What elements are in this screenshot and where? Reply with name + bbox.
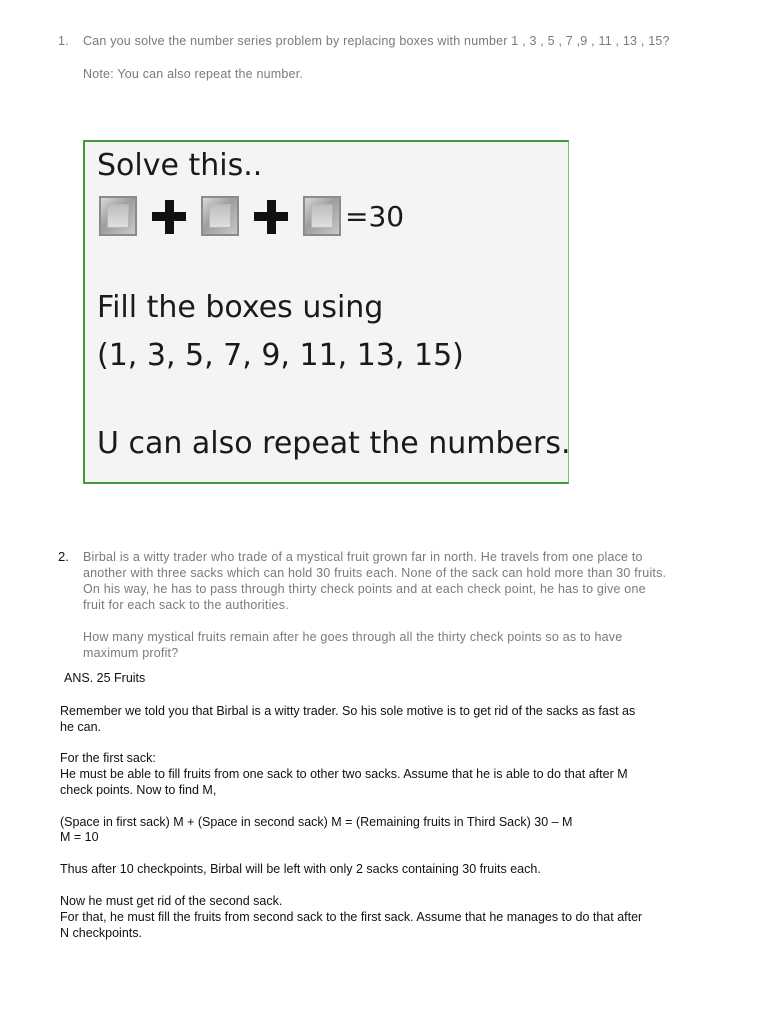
answer-p2-line-1: For the first sack: xyxy=(60,751,156,765)
blank-box-3 xyxy=(303,196,341,236)
q2-line-3: On his way, he has to pass through thirty check points and at each check point, he has to give one xyxy=(83,582,646,596)
puzzle-numbers-line: (1, 3, 5, 7, 9, 11, 13, 15) xyxy=(97,338,464,373)
plus-icon xyxy=(145,194,193,238)
q2-question-1: How many mystical fruits remain after he goes through all the thirty check points so as to have xyxy=(83,630,623,644)
q2-line-1: Birbal is a witty trader who trade of a mystical fruit grown far in north. He travels from one place to xyxy=(83,550,643,564)
answer-p5-line-2: For that, he must fill the fruits from second sack to the first sack. Assume that he manages to do that after xyxy=(60,910,643,924)
answer-heading: ANS. 25 Fruits xyxy=(64,671,146,685)
blank-box-1 xyxy=(99,196,137,236)
puzzle-repeat-line: U can also repeat the numbers. xyxy=(97,426,571,461)
puzzle-fill-line: Fill the boxes using xyxy=(97,290,384,325)
puzzle-equation xyxy=(99,194,404,238)
plus-icon xyxy=(247,194,295,238)
q2-question-2: maximum profit? xyxy=(83,646,179,660)
q2-line-2: another with three sacks which can hold 30 fruits each. None of the sack can hold more than 30 fruits. xyxy=(83,566,667,580)
q1-note: Note: You can also repeat the number. xyxy=(83,67,304,81)
answer-p1-line-1: Remember we told you that Birbal is a witty trader. So his sole motive is to get rid of the sacks as fast as xyxy=(60,704,636,718)
answer-p3-line-1: (Space in first sack) M + (Space in second sack) M = (Remaining fruits in Third Sack) 30 – M xyxy=(60,815,573,829)
q2-number: 2. xyxy=(58,549,69,564)
answer-p2-line-2: He must be able to fill fruits from one sack to other two sacks. Assume that he is able to do that after M xyxy=(60,767,628,781)
blank-box-2 xyxy=(201,196,239,236)
answer-p4-line-1: Thus after 10 checkpoints, Birbal will be left with only 2 sacks containing 30 fruits each. xyxy=(60,862,541,876)
answer-p5-line-1: Now he must get rid of the second sack. xyxy=(60,894,283,908)
answer-p5-line-3: N checkpoints. xyxy=(60,926,142,940)
puzzle-title: Solve this.. xyxy=(97,148,263,183)
answer-p3-line-2: M = 10 xyxy=(60,830,99,844)
answer-p1-line-2: he can. xyxy=(60,720,102,734)
q2-line-4: fruit for each sack to the authorities. xyxy=(83,598,289,612)
answer-p2-line-3: check points. Now to find M, xyxy=(60,783,217,797)
q1-text: Can you solve the number series problem by replacing boxes with number 1 , 3 , 5 , 7 ,9 , 11 , 13 , 15? xyxy=(83,34,670,48)
q1-number: 1. xyxy=(58,34,69,48)
equation-result: =30 xyxy=(345,199,405,233)
puzzle-image xyxy=(83,140,569,484)
